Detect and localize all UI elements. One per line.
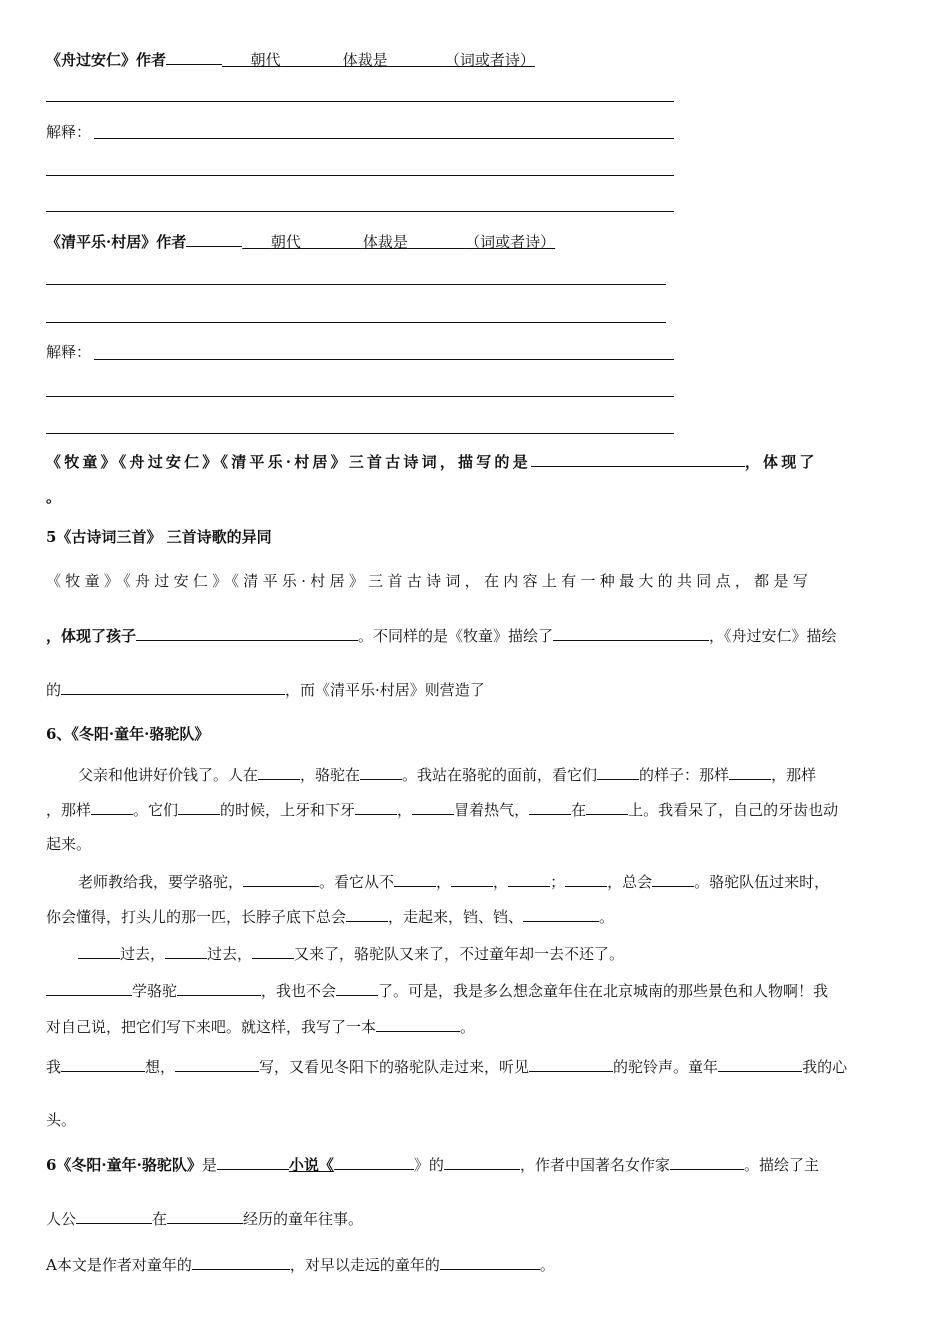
text: 小说《 bbox=[288, 1156, 334, 1174]
text: A本文是作者对童年的 bbox=[46, 1256, 192, 1274]
blank[interactable] bbox=[586, 799, 628, 815]
text: 。 bbox=[599, 908, 615, 926]
text: 写，又看见冬阳下的骆驼队走过来，听见 bbox=[259, 1058, 530, 1076]
text: 在 bbox=[571, 801, 587, 819]
answer-line[interactable] bbox=[46, 284, 666, 285]
title-zhouguoanren bbox=[46, 49, 535, 70]
text: 又来了，骆驼队又来了，不过童年却一去不还了。 bbox=[294, 945, 625, 963]
explain-row bbox=[46, 342, 91, 362]
text: 过去， bbox=[207, 945, 253, 963]
dynasty-genre-line bbox=[242, 233, 555, 251]
passage-line bbox=[78, 764, 816, 785]
text: ，走起来，铛、铛、 bbox=[388, 908, 524, 926]
summary-end: 。 bbox=[46, 488, 62, 506]
text: ，而《清平乐·村居》则营造了 bbox=[285, 681, 485, 699]
blank[interactable] bbox=[565, 871, 607, 887]
blank[interactable] bbox=[451, 871, 493, 887]
text: 学骆驼 bbox=[132, 982, 178, 1000]
text: 冒着热气， bbox=[454, 801, 530, 819]
summary-tail: ，体现了 bbox=[744, 453, 818, 471]
blank[interactable] bbox=[217, 1154, 289, 1170]
passage-line bbox=[46, 799, 838, 820]
section5-line1: 《牧童》《舟过安仁》《清平乐·村居》三首古诗词，在内容上有一种最大的共同点，都是写 bbox=[46, 572, 813, 590]
type-hint: （词或者诗） bbox=[465, 233, 556, 251]
text: 6《冬阳·童年·骆驼队》 bbox=[46, 1156, 202, 1174]
answer-line[interactable] bbox=[46, 175, 674, 176]
dynasty-label: 朝代 bbox=[250, 51, 281, 69]
answer-line[interactable] bbox=[46, 211, 674, 212]
text: 我的心 bbox=[802, 1058, 848, 1076]
blank[interactable] bbox=[76, 1208, 152, 1224]
text: 你会懂得，打头儿的那一匹，长脖子底下总会 bbox=[46, 908, 347, 926]
text: 我 bbox=[46, 1058, 62, 1076]
section6-heading: 6、《冬阳·童年·骆驼队》 bbox=[46, 725, 210, 743]
text: 》的 bbox=[413, 1156, 444, 1174]
blank-author[interactable] bbox=[166, 49, 222, 65]
blank[interactable] bbox=[258, 764, 300, 780]
answer-line[interactable] bbox=[46, 101, 674, 102]
blank[interactable] bbox=[192, 1254, 290, 1270]
blank[interactable] bbox=[355, 799, 397, 815]
passage-line bbox=[46, 906, 614, 927]
blank[interactable] bbox=[529, 1056, 613, 1072]
blank[interactable] bbox=[175, 1056, 259, 1072]
text: 的时候，上牙和下牙 bbox=[220, 801, 356, 819]
blank[interactable] bbox=[444, 1154, 520, 1170]
text: ，对早以走远的童年的 bbox=[289, 1256, 440, 1274]
section5-line2 bbox=[46, 625, 837, 646]
blank[interactable] bbox=[136, 625, 358, 641]
blank[interactable] bbox=[440, 1254, 540, 1270]
text: 。看它从不 bbox=[319, 873, 395, 891]
poem-title: 《舟过安仁》作者 bbox=[46, 51, 167, 69]
passage-line bbox=[78, 871, 829, 892]
blank[interactable] bbox=[334, 1154, 414, 1170]
text: 。 bbox=[460, 1018, 476, 1036]
blank[interactable] bbox=[91, 799, 133, 815]
blank[interactable] bbox=[167, 1208, 243, 1224]
passage-line bbox=[78, 943, 624, 964]
blank-summary[interactable] bbox=[531, 451, 745, 467]
text: ， bbox=[493, 873, 509, 891]
text: 想， bbox=[145, 1058, 176, 1076]
text: 。 bbox=[539, 1256, 555, 1274]
answer-line[interactable] bbox=[94, 359, 674, 360]
summary-line bbox=[46, 451, 818, 472]
text: ，那样 bbox=[46, 801, 92, 819]
blank[interactable] bbox=[597, 764, 639, 780]
blank[interactable] bbox=[178, 799, 220, 815]
section6b-line2 bbox=[46, 1208, 363, 1229]
text: 的驼铃声。童年 bbox=[613, 1058, 719, 1076]
passage-line: 起来。 bbox=[46, 835, 92, 853]
poem-title: 《清平乐·村居》作者 bbox=[46, 233, 187, 251]
text: 。我站在骆驼的面前，看它们 bbox=[402, 766, 598, 784]
dynasty-genre-line bbox=[222, 51, 535, 69]
blank[interactable] bbox=[346, 906, 388, 922]
text: ，我也不会 bbox=[261, 982, 337, 1000]
text: 上。我看呆了，自己的牙齿也动 bbox=[628, 801, 839, 819]
text: 。不同样的是《牧童》描绘了 bbox=[358, 627, 554, 645]
text: 是 bbox=[201, 1156, 217, 1174]
explain-label: 解释： bbox=[46, 123, 92, 141]
blank[interactable] bbox=[529, 799, 571, 815]
text: 对自己说，把它们写下来吧。就这样，我写了一本 bbox=[46, 1018, 377, 1036]
blank[interactable] bbox=[78, 943, 120, 959]
text: 了。可是，我是多么想念童年住在北京城南的那些景色和人物啊！我 bbox=[378, 982, 829, 1000]
blank[interactable] bbox=[165, 943, 207, 959]
blank[interactable] bbox=[729, 764, 771, 780]
explain-label: 解释： bbox=[46, 343, 92, 361]
sectionA-line bbox=[46, 1254, 555, 1275]
blank[interactable] bbox=[670, 1154, 744, 1170]
blank[interactable] bbox=[412, 799, 454, 815]
blank[interactable] bbox=[360, 764, 402, 780]
type-hint: （词或者诗） bbox=[444, 51, 535, 69]
answer-line[interactable] bbox=[46, 433, 674, 434]
blank[interactable] bbox=[46, 980, 132, 996]
text: ； bbox=[550, 873, 566, 891]
answer-line[interactable] bbox=[94, 138, 674, 139]
text: 人公 bbox=[46, 1210, 77, 1228]
genre-label: 体裁是 bbox=[362, 233, 408, 251]
text: 老师教给我，要学骆驼， bbox=[78, 873, 244, 891]
text: ，作者中国著名女作家 bbox=[519, 1156, 670, 1174]
blank[interactable] bbox=[553, 625, 709, 641]
text: ， bbox=[397, 801, 413, 819]
text: 过去， bbox=[120, 945, 166, 963]
text: 。描绘了主 bbox=[743, 1156, 819, 1174]
explain-row bbox=[46, 122, 91, 142]
text: 的样子：那样 bbox=[639, 766, 730, 784]
text: ， bbox=[436, 873, 452, 891]
section6b-line1 bbox=[46, 1154, 819, 1175]
text: 父亲和他讲好价钱了。人在 bbox=[78, 766, 259, 784]
genre-label: 体裁是 bbox=[342, 51, 388, 69]
blank[interactable] bbox=[523, 906, 599, 922]
blank[interactable] bbox=[177, 980, 261, 996]
text: ，《舟过安仁》描绘 bbox=[709, 627, 837, 645]
blank[interactable] bbox=[252, 943, 294, 959]
title-qingpingle bbox=[46, 231, 555, 252]
summary-text: 《牧童》《舟过安仁》《清平乐·村居》三首古诗词，描写的是 bbox=[46, 453, 531, 471]
text: 经历的童年往事。 bbox=[243, 1210, 364, 1228]
text: 在 bbox=[152, 1210, 168, 1228]
text: ，总会 bbox=[607, 873, 653, 891]
text: 。它们 bbox=[133, 801, 179, 819]
section5-line3 bbox=[46, 679, 485, 700]
blank[interactable] bbox=[61, 679, 285, 695]
blank[interactable] bbox=[61, 1056, 145, 1072]
blank[interactable] bbox=[336, 980, 378, 996]
blank[interactable] bbox=[508, 871, 550, 887]
blank[interactable] bbox=[652, 871, 694, 887]
blank[interactable] bbox=[243, 871, 319, 887]
text: ，骆驼在 bbox=[300, 766, 361, 784]
passage-line bbox=[46, 980, 828, 1001]
blank[interactable] bbox=[718, 1056, 802, 1072]
blank[interactable] bbox=[376, 1016, 460, 1032]
text: ，那样 bbox=[771, 766, 817, 784]
section5-heading: 5《古诗词三首》 三首诗歌的异同 bbox=[46, 528, 272, 546]
passage-line: 头。 bbox=[46, 1111, 77, 1129]
text: ，体现了孩子 bbox=[46, 627, 137, 645]
text: 的 bbox=[46, 681, 62, 699]
text: 。骆驼队伍过来时， bbox=[694, 873, 830, 891]
passage-line bbox=[46, 1016, 475, 1037]
dynasty-label: 朝代 bbox=[270, 233, 301, 251]
blank-author[interactable] bbox=[186, 231, 242, 247]
answer-line[interactable] bbox=[46, 322, 666, 323]
passage-line bbox=[46, 1056, 847, 1077]
answer-line[interactable] bbox=[46, 396, 674, 397]
blank[interactable] bbox=[394, 871, 436, 887]
